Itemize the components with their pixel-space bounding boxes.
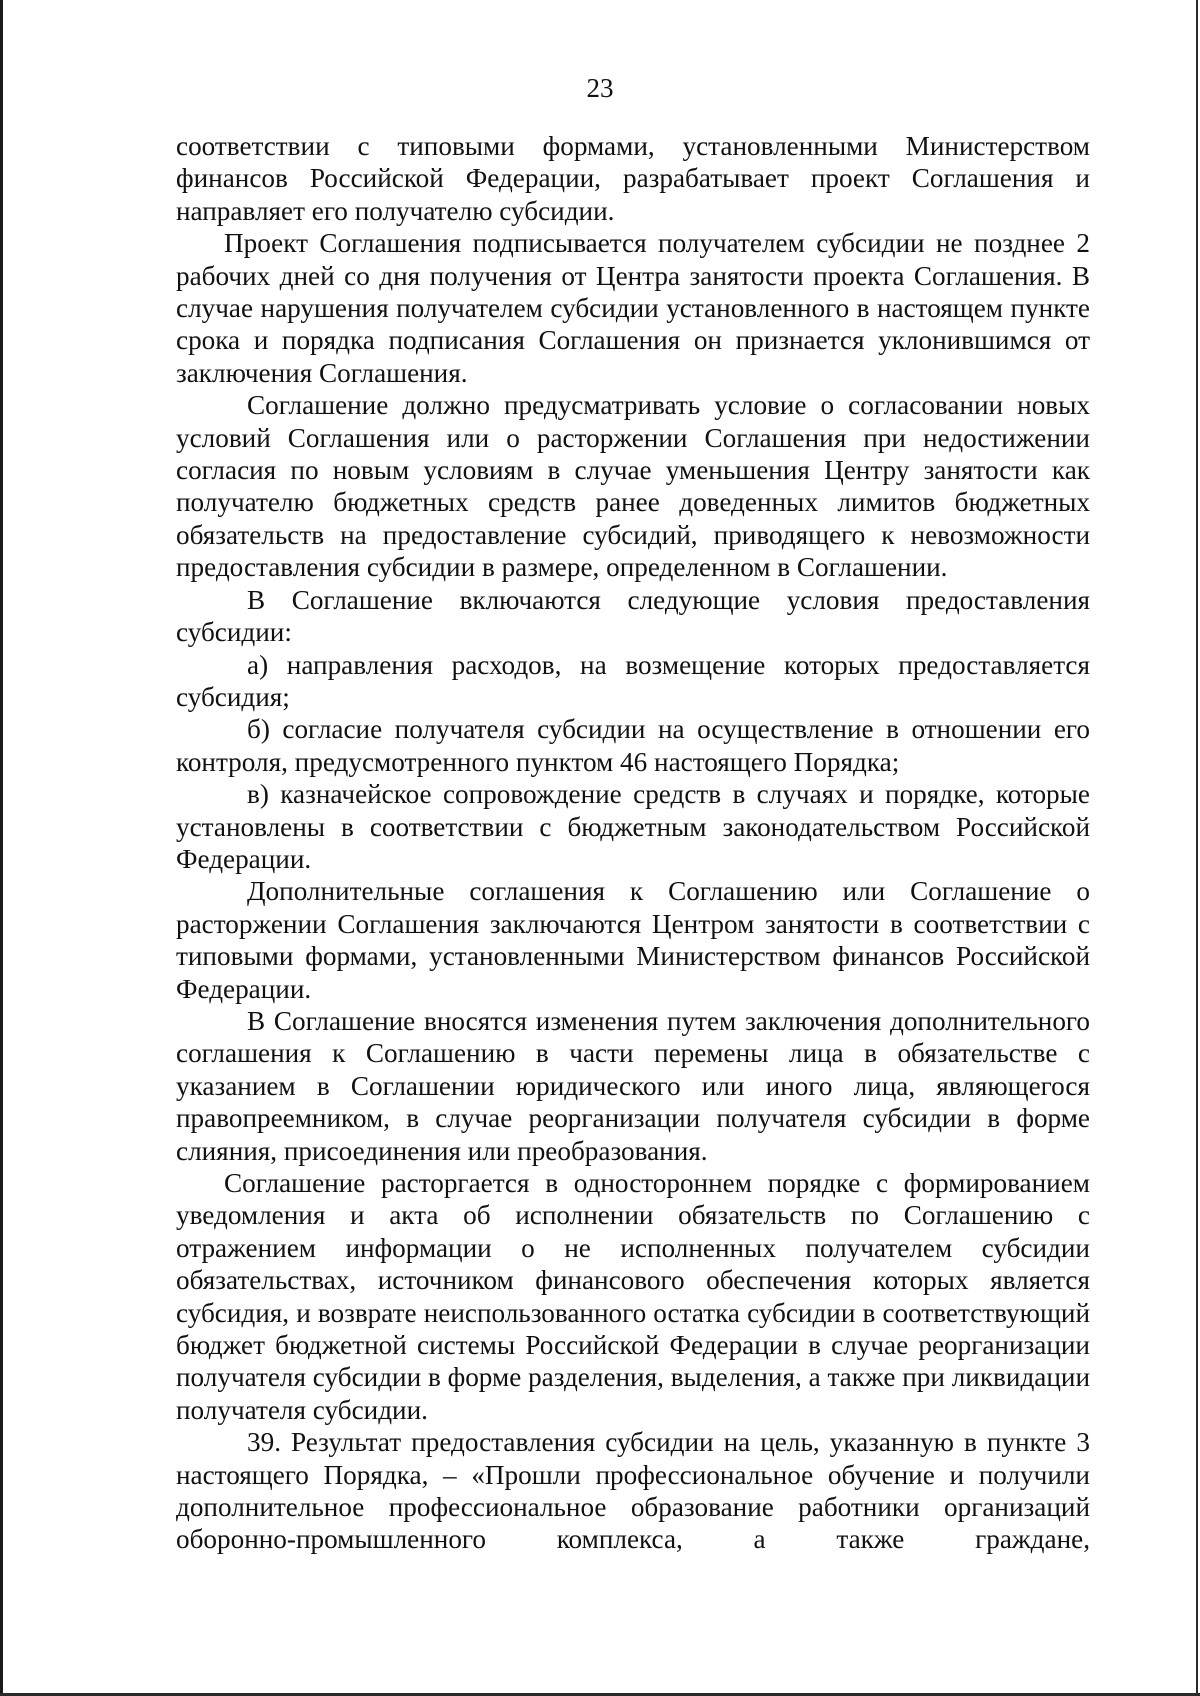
paragraph-amendments: В Соглашение вносятся изменения путем заключения дополнительного соглашения к Соглашению в части перемены лица в обязательстве с указанием в Соглашении юридического или иного лица, являющегося правопреемником, в случае реорганизации получателя субсидии в форме слияния, присоединения или преобразования. xyxy=(176,1005,1090,1166)
paragraph-signing-deadline: Проект Соглашения подписывается получателем субсидии не позднее 2 рабочих дней со дня получения от Центра занятости проекта Соглашения. В случае нарушения получателем субсидии установленного в настоящем пункте срока и порядка подписания Соглашения он признается уклонившимся от заключения Соглашения. xyxy=(176,228,1090,388)
scan-left-border xyxy=(0,0,3,1696)
paragraph-conditions-intro: В Соглашение включаются следующие условия предоставления субсидии: xyxy=(176,584,1090,648)
paragraph-termination: Соглашение расторгается в одностороннем порядке с формированием уведомления и акта об исполнении обязательств по Соглашению с отражением информации о не исполненных получателем субсидии обязательствах, источником финансового обеспечения которых является субсидия, и возврате неиспользованного остатка субсидии в соответствующий бюджет бюджетной системы Российской Федерации в случае реорганизации получателя субсидии в форме разделения, выделения, а также при ликвидации получателя субсидии. xyxy=(176,1168,1090,1425)
page-number: 23 xyxy=(586,73,614,103)
document-body xyxy=(176,130,1090,1556)
paragraph-continuation: соответствии с типовыми формами, установленными Министерством финансов Российской Федерации, разрабатывает проект Соглашения и направляет его получателю субсидии. xyxy=(176,131,1090,226)
list-item-v: в) казначейское сопровождение средств в случаях и порядке, которые установлены в соответствии с бюджетным законодательством Российской Федерации. xyxy=(176,779,1090,874)
scan-right-border xyxy=(1196,0,1198,1696)
paragraph-new-conditions: Соглашение должно предусматривать условие о согласовании новых условий Соглашения или о расторжении Соглашения при недостижении согласия по новым условиям в случае уменьшения Центру занятости как получателю бюджетных средств ранее доведенных лимитов бюджетных обязательств на предоставление субсидий, приводящего к невозможности предоставления субсидии в размере, определенном в Соглашении. xyxy=(176,390,1090,583)
list-item-b: б) согласие получателя субсидии на осуществление в отношении его контроля, предусмотренного пунктом 46 настоящего Порядка; xyxy=(176,714,1090,777)
paragraph-additional-agreements: Дополнительные соглашения к Соглашению или Соглашение о расторжении Соглашения заключаются Центром занятости в соответствии с типовыми формами, установленными Министерством финансов Российской Федерации. xyxy=(176,876,1090,1004)
paragraph-item-39: 39. Результат предоставления субсидии на цель, указанную в пункте 3 настоящего Порядка, – «Прошли профессиональное обучение и получили дополнительное профессиональное образование работники организаций оборонно-промышленного комплекса, а также граждане, xyxy=(176,1427,1090,1555)
list-item-a: а) направления расходов, на возмещение которых предоставляется субсидия; xyxy=(176,649,1090,712)
